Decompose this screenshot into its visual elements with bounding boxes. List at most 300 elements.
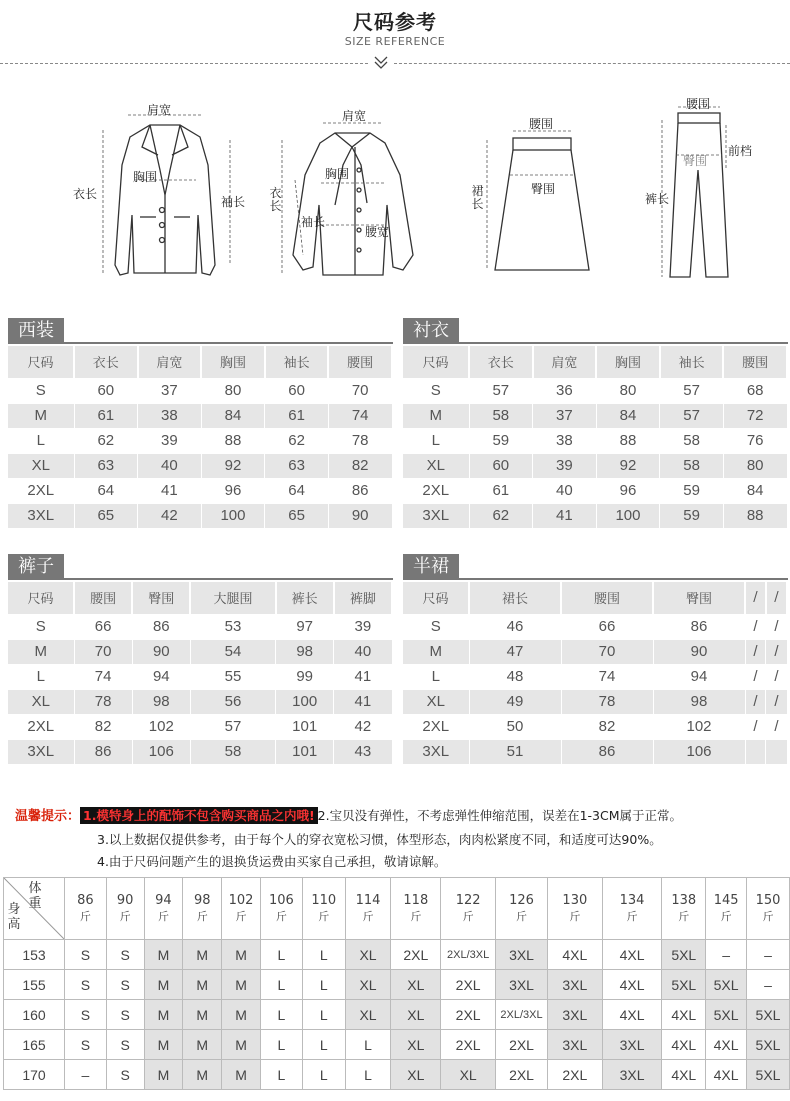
table-row [8, 739, 392, 764]
table-header-row [8, 582, 392, 614]
size-cell: 3XL [547, 1000, 602, 1030]
weight-header [260, 878, 302, 940]
size-cell: L [8, 664, 74, 689]
measure-cell: 106 [132, 739, 190, 764]
size-cell: M [403, 639, 469, 664]
column-header: 臀围 [653, 582, 745, 614]
measure-cell: 98 [132, 689, 190, 714]
measure-cell: 86 [561, 739, 653, 764]
pants-section-title: 裤子 [8, 554, 64, 580]
measure-cell: 74 [561, 664, 653, 689]
column-header: 腰围 [561, 582, 653, 614]
column-header: 臀围 [132, 582, 190, 614]
size-cell: M [222, 970, 261, 1000]
measure-cell: 41 [334, 689, 392, 714]
weight-value: 122 [455, 892, 481, 908]
weight-unit: 斤 [626, 909, 638, 923]
size-cell: M [144, 1060, 183, 1090]
size-cell: 4XL [547, 940, 602, 970]
table-row [403, 478, 787, 503]
header-divider-right [394, 63, 790, 64]
measure-cell: 58 [660, 428, 724, 453]
table-row [8, 689, 392, 714]
measure-cell: / [766, 714, 787, 739]
weight-header [222, 878, 261, 940]
measure-cell: 56 [190, 689, 275, 714]
column-header: 袖长 [265, 346, 329, 378]
table-row [8, 403, 392, 428]
size-cell: M [222, 1000, 261, 1030]
weight-value: 110 [311, 892, 337, 908]
weight-value: 130 [562, 892, 588, 908]
size-cell: L [302, 1000, 345, 1030]
column-header: 腰围 [328, 346, 392, 378]
table-row [8, 639, 392, 664]
weight-unit: 斤 [157, 909, 169, 923]
size-cell: XL [403, 453, 469, 478]
table-row [403, 689, 787, 714]
measure-cell [745, 739, 766, 764]
measure-cell: 58 [660, 453, 724, 478]
measure-cell: 78 [74, 689, 132, 714]
measure-cell: 63 [265, 453, 329, 478]
size-cell: – [747, 970, 790, 1000]
size-cell: M [183, 970, 222, 1000]
size-cell: S [8, 614, 74, 639]
column-header: / [766, 582, 787, 614]
weight-value: 126 [509, 892, 534, 908]
size-cell: S [106, 1030, 144, 1060]
size-cell: 2XL [547, 1060, 602, 1090]
size-cell: L [403, 664, 469, 689]
size-cell: M [403, 403, 469, 428]
size-cell: M [183, 1000, 222, 1030]
size-cell: 3XL [547, 1030, 602, 1060]
height-weight-size-table [3, 877, 790, 1090]
weight-value: 86 [77, 892, 94, 908]
weight-value: 145 [713, 892, 739, 908]
suit-size-table [8, 346, 393, 529]
measure-cell: / [745, 714, 766, 739]
measure-cell: 41 [334, 664, 392, 689]
weight-value: 102 [228, 892, 254, 908]
size-cell: 3XL [602, 1030, 662, 1060]
height-row [4, 1060, 790, 1090]
size-cell: M [144, 1030, 183, 1060]
weight-unit: 斤 [720, 909, 732, 923]
pants-waist-label: 腰围 [686, 97, 711, 111]
table-row [403, 739, 787, 764]
shirt-shoulder-label: 肩宽 [342, 109, 367, 123]
measure-cell: / [766, 614, 787, 639]
table-row [403, 614, 787, 639]
section-bar [8, 578, 393, 580]
measure-cell: 60 [265, 378, 329, 403]
table-row [8, 614, 392, 639]
measure-cell: 40 [533, 478, 597, 503]
weight-unit: 斤 [318, 909, 330, 923]
shirt-waist-label: 腰宽 [365, 225, 390, 239]
section-bar [403, 578, 788, 580]
size-cell: M [8, 639, 74, 664]
table-header-row [403, 582, 787, 614]
measure-cell: 86 [328, 478, 392, 503]
weight-unit: 斤 [275, 909, 287, 923]
measure-cell: 55 [190, 664, 275, 689]
size-cell: L [403, 428, 469, 453]
table-row [8, 453, 392, 478]
suit-chest-label: 胸围 [133, 170, 158, 184]
measure-cell: / [745, 689, 766, 714]
weight-unit: 斤 [235, 909, 247, 923]
table-row [403, 453, 787, 478]
measure-cell: 80 [596, 378, 660, 403]
weight-header [547, 878, 602, 940]
size-cell: 3XL [8, 739, 74, 764]
measure-cell: 37 [138, 378, 202, 403]
column-header: 肩宽 [138, 346, 202, 378]
measure-cell: 86 [74, 739, 132, 764]
measure-cell: 100 [276, 689, 334, 714]
measure-cell: 106 [653, 739, 745, 764]
page-title: 尺码参考 [353, 10, 437, 34]
size-cell: 4XL [662, 1000, 706, 1030]
measure-cell: 50 [469, 714, 561, 739]
size-cell: L [302, 1060, 345, 1090]
weight-header [391, 878, 441, 940]
column-header: 裤长 [276, 582, 334, 614]
size-cell: 4XL [662, 1030, 706, 1060]
size-cell: 4XL [602, 1000, 662, 1030]
measure-cell: 60 [469, 453, 533, 478]
weight-value: 134 [619, 892, 645, 908]
measure-cell: 100 [201, 503, 265, 528]
suit-length-label: 衣长 [73, 187, 98, 201]
table-row [403, 428, 787, 453]
size-cell: S [403, 614, 469, 639]
measure-cell: 86 [132, 614, 190, 639]
size-cell: 4XL [706, 1030, 747, 1060]
measure-cell: / [766, 689, 787, 714]
pants-size-table [8, 582, 393, 765]
table-row [8, 378, 392, 403]
measure-cell: 88 [596, 428, 660, 453]
size-cell: S [106, 1060, 144, 1090]
measure-cell: 40 [138, 453, 202, 478]
size-cell: M [144, 1000, 183, 1030]
size-cell: XL [403, 689, 469, 714]
size-cell: 4XL [602, 970, 662, 1000]
tip-line-1 [15, 805, 682, 824]
size-cell: S [106, 970, 144, 1000]
header-divider-left [0, 63, 368, 64]
weight-value: 94 [155, 892, 172, 908]
weight-header [602, 878, 662, 940]
weight-header [144, 878, 183, 940]
size-cell: XL [345, 1000, 391, 1030]
table-row [403, 639, 787, 664]
column-header: 衣长 [74, 346, 138, 378]
size-cell: M [222, 1060, 261, 1090]
weight-unit: 斤 [516, 909, 528, 923]
measure-cell: 38 [138, 403, 202, 428]
weight-unit: 斤 [762, 909, 774, 923]
table-row [403, 503, 787, 528]
measure-cell: 70 [561, 639, 653, 664]
height-cell: 165 [4, 1030, 65, 1060]
column-header: 尺码 [8, 346, 74, 378]
pants-length-label: 裤长 [645, 192, 670, 206]
column-header: 裙长 [469, 582, 561, 614]
skirt-hip-label: 臀围 [531, 182, 556, 196]
size-cell: 2XL [496, 1030, 548, 1060]
measure-cell: 61 [469, 478, 533, 503]
measure-cell: 40 [334, 639, 392, 664]
measure-cell: 61 [74, 403, 138, 428]
measure-cell: / [745, 664, 766, 689]
size-cell: 3XL [602, 1060, 662, 1090]
size-cell: 2XL [391, 940, 441, 970]
column-header: / [745, 582, 766, 614]
measure-cell: 62 [74, 428, 138, 453]
shirt-chest-label: 胸围 [325, 167, 350, 181]
measure-cell: / [766, 639, 787, 664]
measure-cell: 59 [660, 503, 724, 528]
double-chevron-down-icon [372, 54, 390, 72]
size-cell: XL [345, 970, 391, 1000]
measure-cell: 82 [328, 453, 392, 478]
weight-header-row [4, 878, 790, 940]
size-cell: 2XL/3XL [441, 940, 496, 970]
measure-cell: 82 [74, 714, 132, 739]
measure-cell: 58 [469, 403, 533, 428]
table-row [403, 378, 787, 403]
skirt-waist-label: 腰围 [529, 117, 554, 131]
measure-cell: 47 [469, 639, 561, 664]
size-cell: 4XL [602, 940, 662, 970]
tip-4: 4.由于尺码问题产生的退换货运费由买家自己承担，敬请谅解。 [97, 854, 447, 869]
measure-cell: 42 [334, 714, 392, 739]
suit-diagram [70, 95, 260, 290]
column-header: 尺码 [403, 582, 469, 614]
size-cell: S [403, 378, 469, 403]
column-header: 衣长 [469, 346, 533, 378]
pants-rise-label: 前档 [728, 144, 753, 158]
section-bar [8, 342, 393, 344]
size-cell: 2XL [496, 1060, 548, 1090]
size-cell: 2XL [441, 1030, 496, 1060]
measure-cell: / [745, 614, 766, 639]
size-cell: M [183, 940, 222, 970]
column-header: 腰围 [723, 346, 787, 378]
size-cell: 3XL [547, 970, 602, 1000]
measure-cell: 57 [660, 378, 724, 403]
tip-3: 3.以上数据仅提供参考，由于每个人的穿衣宽松习惯，体型形态，肉肉松紧度不同，和适度可达90%。 [97, 832, 662, 847]
size-cell: L [260, 940, 302, 970]
weight-value: 118 [403, 892, 429, 908]
size-cell: – [706, 940, 747, 970]
size-cell: 4XL [662, 1060, 706, 1090]
suit-section-title: 西装 [8, 318, 64, 344]
measure-cell: 39 [334, 614, 392, 639]
measure-cell: 101 [276, 714, 334, 739]
measure-cell: 59 [469, 428, 533, 453]
tip-2: 2.宝贝没有弹性，不考虑弹性伸缩范围，误差在1-3CM属于正常。 [317, 808, 683, 823]
measure-cell: 54 [190, 639, 275, 664]
size-cell: 4XL [706, 1060, 747, 1090]
size-cell: M [222, 940, 261, 970]
weight-header [345, 878, 391, 940]
size-cell: S [65, 940, 107, 970]
height-cell: 170 [4, 1060, 65, 1090]
size-cell: XL [8, 453, 74, 478]
size-cell: L [345, 1030, 391, 1060]
size-cell: 2XL [403, 714, 469, 739]
size-cell: 5XL [662, 970, 706, 1000]
column-header: 肩宽 [533, 346, 597, 378]
size-cell: 3XL [496, 940, 548, 970]
measure-cell: 57 [190, 714, 275, 739]
measure-cell: 66 [561, 614, 653, 639]
measure-cell: 49 [469, 689, 561, 714]
size-cell: XL [345, 940, 391, 970]
column-header: 袖长 [660, 346, 724, 378]
measure-cell: 70 [74, 639, 132, 664]
weight-unit: 斤 [119, 909, 131, 923]
size-cell: 2XL/3XL [496, 1000, 548, 1030]
measure-cell: 48 [469, 664, 561, 689]
size-cell: M [222, 1030, 261, 1060]
measure-cell: 80 [201, 378, 265, 403]
measure-cell: 96 [596, 478, 660, 503]
measure-cell: 90 [132, 639, 190, 664]
weight-header [662, 878, 706, 940]
table-row [8, 428, 392, 453]
measure-cell: 86 [653, 614, 745, 639]
weight-unit: 斤 [462, 909, 474, 923]
measure-cell: 78 [328, 428, 392, 453]
measure-cell: 72 [723, 403, 787, 428]
size-cell: 2XL [8, 714, 74, 739]
measure-cell: 101 [276, 739, 334, 764]
size-cell: 5XL [706, 970, 747, 1000]
measure-cell: 102 [132, 714, 190, 739]
table-corner [4, 878, 65, 940]
weight-value: 98 [193, 892, 211, 908]
height-cell: 160 [4, 1000, 65, 1030]
table-header-row [403, 346, 787, 378]
measure-cell: / [766, 664, 787, 689]
size-cell: L [260, 1060, 302, 1090]
weight-value: 150 [755, 892, 781, 908]
size-cell: M [183, 1030, 222, 1060]
size-cell: L [302, 970, 345, 1000]
column-header: 胸围 [596, 346, 660, 378]
size-cell: 5XL [747, 1060, 790, 1090]
measure-cell: 94 [132, 664, 190, 689]
pants-hip-label: 臀围 [683, 154, 708, 168]
corner-weight-label: 体重 [28, 881, 42, 911]
weight-unit: 斤 [678, 909, 690, 923]
measure-cell: 84 [723, 478, 787, 503]
column-header: 尺码 [8, 582, 74, 614]
measure-cell: 39 [138, 428, 202, 453]
size-cell: L [302, 940, 345, 970]
size-cell: 3XL [403, 739, 469, 764]
shirt-sleeve-label: 袖长 [301, 215, 326, 229]
column-header: 腰围 [74, 582, 132, 614]
measure-cell: 92 [596, 453, 660, 478]
size-cell: S [65, 970, 107, 1000]
measure-cell: 78 [561, 689, 653, 714]
measure-cell: 99 [276, 664, 334, 689]
measure-cell: 38 [533, 428, 597, 453]
measure-cell: 98 [653, 689, 745, 714]
measure-cell: 74 [328, 403, 392, 428]
size-cell: XL [391, 1000, 441, 1030]
table-row [8, 478, 392, 503]
size-cell: XL [391, 1060, 441, 1090]
height-cell: 155 [4, 970, 65, 1000]
weight-unit: 斤 [362, 909, 374, 923]
measure-cell: 92 [201, 453, 265, 478]
column-header: 裤脚 [334, 582, 392, 614]
size-cell: XL [391, 970, 441, 1000]
measure-cell: 70 [328, 378, 392, 403]
measure-cell: 57 [660, 403, 724, 428]
table-row [403, 403, 787, 428]
measure-cell: 53 [190, 614, 275, 639]
size-cell: XL [441, 1060, 496, 1090]
measure-cell: 90 [328, 503, 392, 528]
measure-cell: 65 [265, 503, 329, 528]
weight-unit: 斤 [79, 909, 91, 923]
weight-header [302, 878, 345, 940]
measure-cell: 42 [138, 503, 202, 528]
measure-cell: 66 [74, 614, 132, 639]
weight-unit: 斤 [569, 909, 581, 923]
size-cell: 5XL [747, 1000, 790, 1030]
column-header: 尺码 [403, 346, 469, 378]
measure-cell: / [745, 639, 766, 664]
tip-1: 1.模特身上的配饰不包含购买商品之内哦! [80, 807, 318, 824]
size-cell: M [183, 1060, 222, 1090]
measure-cell: 41 [533, 503, 597, 528]
shirt-diagram [265, 95, 440, 290]
measure-cell: 62 [265, 428, 329, 453]
size-cell: 5XL [662, 940, 706, 970]
measure-cell: 84 [201, 403, 265, 428]
measure-cell: 43 [334, 739, 392, 764]
measure-cell: 100 [596, 503, 660, 528]
measure-cell: 63 [74, 453, 138, 478]
measure-cell: 61 [265, 403, 329, 428]
measure-cell: 57 [469, 378, 533, 403]
corner-height-label: 身高 [7, 902, 21, 932]
measure-cell: 80 [723, 453, 787, 478]
size-cell: – [65, 1060, 107, 1090]
skirt-diagram [465, 95, 615, 290]
measure-cell: 58 [190, 739, 275, 764]
height-row [4, 970, 790, 1000]
shirt-section-title: 衬衣 [403, 318, 459, 344]
weight-unit: 斤 [196, 909, 208, 923]
page-subtitle: SIZE REFERENCE [344, 35, 446, 48]
measure-cell: 51 [469, 739, 561, 764]
measure-cell [766, 739, 787, 764]
size-cell: 5XL [706, 1000, 747, 1030]
table-row [8, 664, 392, 689]
